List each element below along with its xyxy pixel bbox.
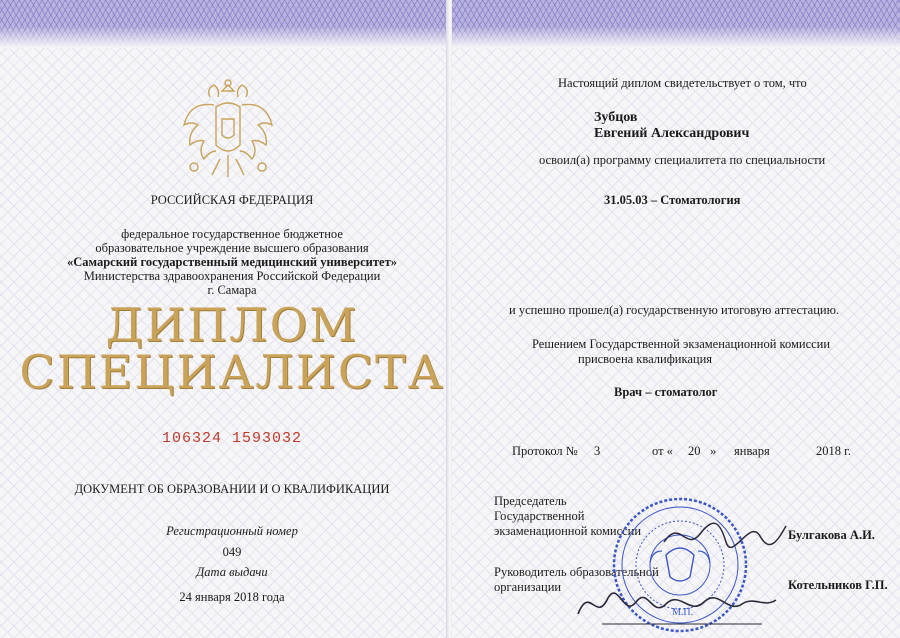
diploma-left-page: [0, 0, 448, 638]
commission-decision-line-1: Решением Государственной экзаменационной комиссии: [532, 337, 831, 351]
diploma-title-line-2: СПЕЦИАЛИСТА: [19, 345, 445, 399]
head-name: Котельников Г.П.: [788, 578, 888, 592]
protocol-day: 20: [688, 444, 701, 458]
head-signature: [572, 574, 782, 630]
guilloche-band: [452, 0, 900, 48]
chair-title-line-1: Председатель: [494, 494, 567, 508]
institution-name: «Самарский государственный медицинский университет»: [67, 255, 397, 269]
institution-line-2: образовательное учреждение высшего образования: [95, 241, 369, 255]
registration-label: Регистрационный номер: [166, 524, 298, 538]
issue-date: 24 января 2018 года: [179, 590, 285, 604]
head-title-line-2: организации: [494, 580, 562, 594]
issue-date-label: Дата выдачи: [196, 565, 268, 579]
certificate-intro: Настоящий диплом свидетельствует о том, что: [558, 76, 807, 90]
specialty: 31.05.03 – Стоматология: [604, 193, 741, 207]
protocol-label: Протокол №: [512, 444, 578, 458]
program-mastered-text: освоил(а) программу специалитета по специальности: [539, 153, 826, 167]
chair-signature: [660, 512, 790, 556]
ministry-name: Министерства здравоохранения Российской Федерации: [83, 269, 381, 283]
qualification: Врач – стоматолог: [614, 385, 718, 399]
protocol-month: января: [734, 444, 770, 458]
graduate-name: Евгений Александрович: [594, 126, 750, 141]
attestation-text: и успешно прошел(а) государственную итоговую аттестацию.: [509, 303, 840, 317]
head-title-line-1: Руководитель образовательной: [494, 565, 659, 579]
protocol-quote-close: »: [710, 444, 717, 458]
protocol-year: 2018 г.: [816, 444, 851, 458]
diploma-title-line-1: ДИПЛОМ: [105, 298, 359, 352]
registration-number: 049: [222, 545, 242, 559]
institution-line-1: федеральное государственное бюджетное: [121, 227, 343, 241]
country-name: РОССИЙСКАЯ ФЕДЕРАЦИЯ: [150, 193, 314, 207]
coat-of-arms-emblem: [180, 75, 276, 183]
chair-title-line-3: экзаменационной комиссии: [494, 524, 642, 538]
graduate-surname: Зубцов: [594, 110, 638, 125]
chair-title-line-2: Государственной: [494, 509, 585, 523]
city-name: г. Самара: [207, 283, 257, 297]
document-type: ДОКУМЕНТ ОБ ОБРАЗОВАНИИ И О КВАЛИФИКАЦИИ: [74, 482, 390, 496]
protocol-number: 3: [594, 444, 601, 458]
serial-number: 106324 1593032: [161, 430, 303, 447]
guilloche-band: [0, 0, 448, 48]
commission-decision-line-2: присвоена квалификация: [578, 352, 713, 366]
protocol-from: от «: [652, 444, 673, 458]
seal-mark: М.П.: [672, 607, 694, 618]
chair-name: Булгакова А.И.: [788, 528, 875, 542]
